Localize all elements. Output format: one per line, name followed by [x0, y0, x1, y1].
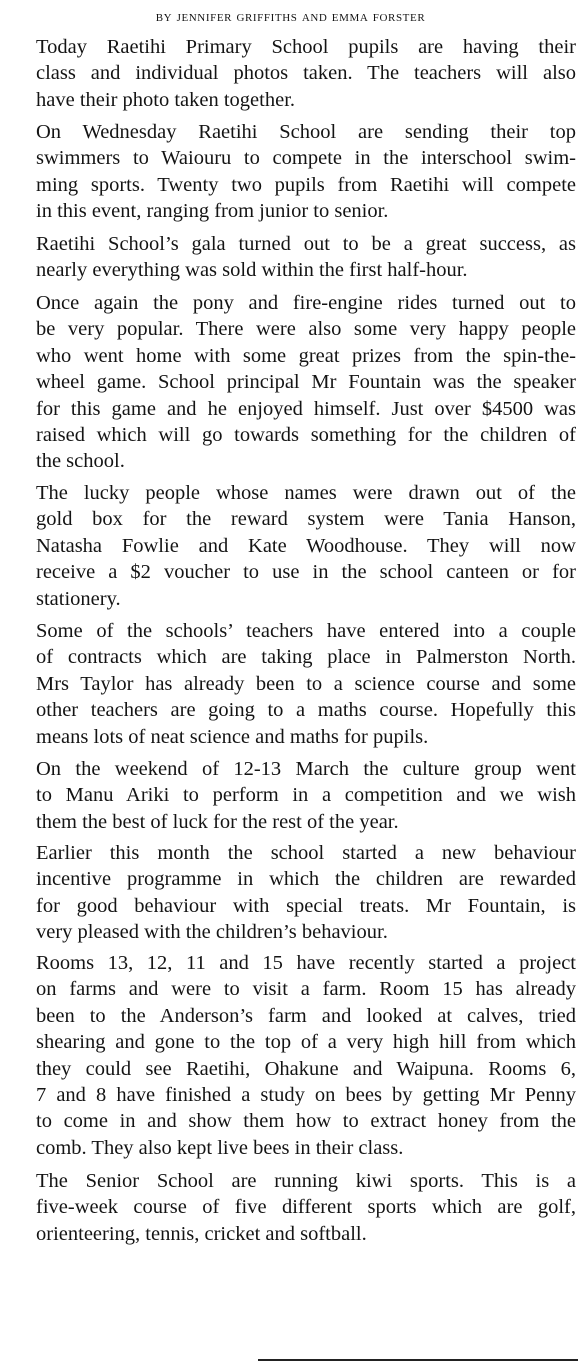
- text-line: on farms and were to visit a farm. Room 15 has already: [36, 978, 576, 1001]
- text-line: wheel game. School principal Mr Fountain was the speaker: [36, 371, 576, 394]
- paragraph-kiwi-sports: [13, 1168, 576, 1247]
- text-line: ming sports. Twenty two pupils from Raetihi will compete: [36, 173, 576, 196]
- paragraph-reward-system: [13, 480, 576, 612]
- paragraph-gala: [13, 231, 576, 284]
- text-line: for good behaviour with special treats. Mr Fountain, is: [36, 894, 576, 917]
- text-line: stationery.: [36, 587, 121, 610]
- text-line: to Manu Ariki to perform in a competition and we wish: [36, 784, 576, 807]
- paragraph-farm-project: [13, 950, 576, 1161]
- text-line: Today Raetihi Primary School pupils are having their: [36, 36, 576, 58]
- text-line: Some of the schools’ teachers have entered into a couple: [36, 620, 576, 642]
- text-line: incentive programme in which the children are rewarded: [36, 868, 576, 891]
- text-line: orienteering, tennis, cricket and softball.: [36, 1222, 367, 1245]
- text-line: have their photo taken together.: [36, 88, 296, 111]
- paragraph-culture-group: [13, 756, 576, 835]
- text-line: Rooms 13, 12, 11 and 15 have recently started a project: [36, 952, 576, 974]
- column-end-rule: [258, 1359, 578, 1361]
- text-line: comb. They also kept live bees in their class.: [36, 1136, 404, 1159]
- text-line: them the best of luck for the rest of the year.: [36, 810, 399, 833]
- text-line: means lots of neat science and maths for pupils.: [36, 725, 429, 748]
- text-line: shearing and gone to the top of a very high hill from which: [36, 1031, 576, 1054]
- text-line: gold box for the reward system were Tania Hanson,: [36, 508, 576, 531]
- text-line: swimmers to Waiouru to compete in the interschool swim-: [36, 147, 576, 170]
- text-line: they could see Raetihi, Ohakune and Waipuna. Rooms 6,: [36, 1057, 576, 1080]
- text-line: for this game and he enjoyed himself. Just over $4500 was: [36, 397, 576, 420]
- text-line: Once again the pony and fire-engine rides turned out to: [36, 292, 576, 314]
- text-line: receive a $2 voucher to use in the school canteen or for: [36, 561, 576, 584]
- paragraph-class-photos: [13, 34, 576, 113]
- text-line: The lucky people whose names were drawn out of the: [36, 482, 576, 504]
- text-line: class and individual photos taken. The teachers will also: [36, 62, 576, 85]
- paragraph-pony-rides: [13, 290, 576, 475]
- text-line: to come in and show them how to extract honey from the: [36, 1110, 576, 1133]
- text-line: The Senior School are running kiwi sports. This is a: [36, 1170, 576, 1192]
- text-line: in this event, ranging from junior to senior.: [36, 200, 389, 223]
- text-line: other teachers are going to a maths course. Hopefully this: [36, 699, 576, 722]
- text-line: five-week course of five different sports which are golf,: [36, 1196, 576, 1219]
- byline: by jennifer griffiths and emma forster: [155, 9, 426, 25]
- text-line: be very popular. There were also some very happy people: [36, 318, 576, 341]
- text-line: Natasha Fowlie and Kate Woodhouse. They will now: [36, 534, 576, 557]
- text-line: raised which will go towards something for the children of: [36, 424, 576, 447]
- text-line: of contracts which are taking place in Palmerston North.: [36, 646, 576, 669]
- paragraph-teacher-courses: [13, 618, 576, 750]
- text-line: On the weekend of 12-13 March the culture group went: [36, 758, 576, 780]
- text-line: Mrs Taylor has already been to a science course and some: [36, 672, 576, 695]
- paragraph-swimming-sports: [13, 119, 576, 225]
- text-line: On Wednesday Raetihi School are sending their top: [36, 121, 576, 143]
- paragraph-behaviour-programme: [13, 840, 576, 946]
- text-line: 7 and 8 have finished a study on bees by getting Mr Penny: [36, 1084, 576, 1107]
- text-line: who went home with some great prizes from the spin-the-: [36, 344, 576, 367]
- text-line: Earlier this month the school started a new behaviour: [36, 842, 576, 864]
- text-line: been to the Anderson’s farm and looked at calves, tried: [36, 1004, 576, 1027]
- text-line: the school.: [36, 450, 125, 473]
- text-line: very pleased with the children’s behaviour.: [36, 921, 388, 944]
- text-line: nearly everything was sold within the first half-hour.: [36, 259, 468, 282]
- text-line: Raetihi School’s gala turned out to be a great success, as: [36, 233, 576, 255]
